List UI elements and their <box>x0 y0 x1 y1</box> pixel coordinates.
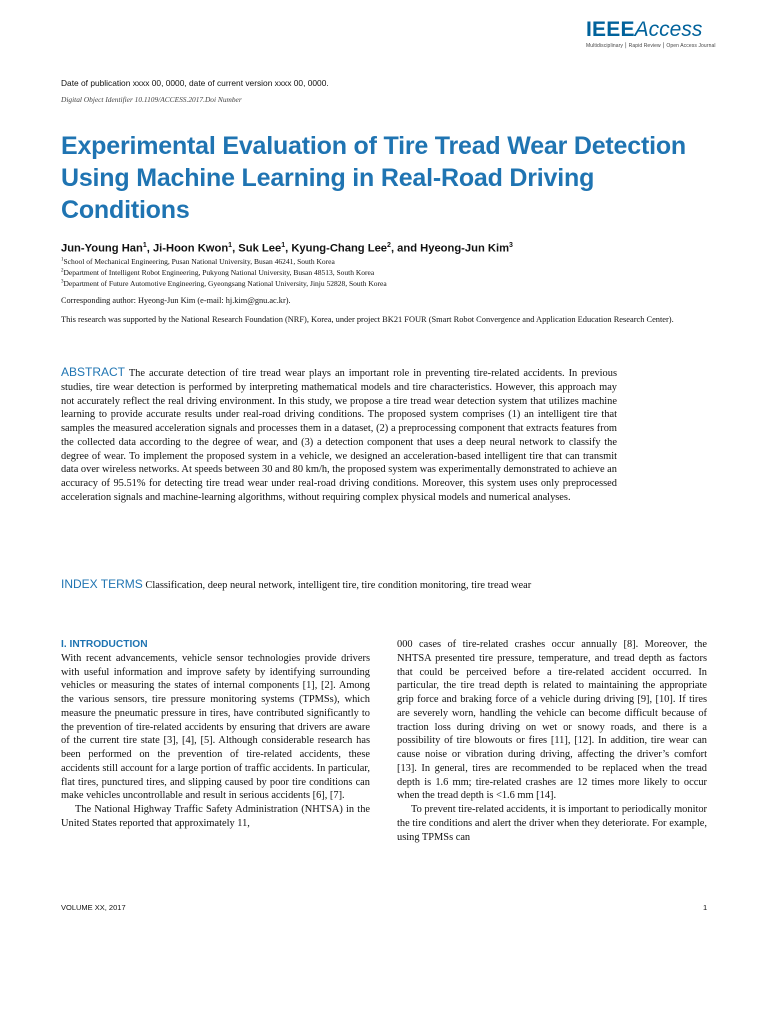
author: Hyeong-Jun Kim <box>420 242 510 255</box>
paragraph: 000 cases of tire-related crashes occur annually [8]. Moreover, the NHTSA presented tire pressure, temperature, and tread depth as factors that could be perceived before a tire-related accident occurred. In particular, the tire tread depth is related to maintaining the appropriate grip force and braking force of a vehicle during driving [9], [10]. If tires are severely worn, handling the vehicle can become difficult because of traction loss during driving on wet or snowy roads, and there is a possibility of tire blowouts or fires [11], [12]. In addition, tire wear can cause noise or vibration during driving, affecting the driver’s comfort [13]. In general, tires are recommended to be replaced when the tread depth is 1.6 mm; tire-related crashes are 12 times more likely to occur when the tread depth is <1.6 mm [14]. <box>397 639 707 802</box>
body-column-right <box>397 638 707 844</box>
author: Kyung-Chang Lee <box>291 242 388 255</box>
index-terms-label: INDEX TERMS <box>61 577 143 591</box>
page-number: 1 <box>703 903 708 912</box>
index-terms <box>61 578 617 593</box>
author-affiliation: 1 <box>228 242 233 249</box>
affiliation-text: Department of Intelligent Robot Engineering, Pukyong National University, Busan 48513, South Korea <box>63 268 375 277</box>
author-affiliation: 3 <box>509 242 513 249</box>
affiliation <box>61 257 335 266</box>
section-heading: I. INTRODUCTION <box>61 639 148 650</box>
paragraph: The National Highway Traffic Safety Administration (NHTSA) in the United States reported that approximately 11, <box>61 804 370 829</box>
abstract <box>61 366 617 505</box>
affiliation-number: 1 <box>61 257 64 263</box>
affiliation-text: Department of Future Automotive Engineering, Gyeongsang National University, Jinju 52828, South Korea <box>63 279 387 288</box>
author-affiliation: 2 <box>387 242 391 249</box>
abstract-label: ABSTRACT <box>61 365 126 379</box>
author-affiliation: 1 <box>142 242 147 249</box>
body-column-left <box>61 638 370 831</box>
index-terms-text: Classification, deep neural network, intelligent tire, tire condition monitoring, tire tread wear <box>145 580 532 591</box>
author-list: Jun-Young Han$^1$, Ji-Hoon Kwon$^1$, Suk Lee$^1$, Kyung-Chang Lee$^2$, and Hyeong-Jun Kim$^3$ <box>61 242 513 255</box>
author: Suk Lee <box>238 242 282 255</box>
doi: Digital Object Identifier 10.1109/ACCESS.2017.Doi Number <box>61 95 242 104</box>
author-affiliation: 1 <box>281 242 286 249</box>
logo-access: Access <box>634 18 703 41</box>
paragraph: To prevent tire-related accidents, it is important to periodically monitor the tire conditions and alert the driver when they deteriorate. For example, using TPMSs can <box>397 804 707 843</box>
journal-logo <box>586 18 716 49</box>
affiliation <box>61 268 374 277</box>
affiliation-number: 2 <box>61 268 64 274</box>
affiliation-number: 3 <box>61 279 64 285</box>
logo-tagline: Multidisciplinary ⎮ Rapid Review ⎮ Open Access Journal <box>586 43 716 49</box>
affiliation-text: School of Mechanical Engineering, Pusan National University, Busan 46241, South Korea <box>63 257 335 266</box>
author: Jun-Young Han <box>61 242 143 255</box>
paragraph: With recent advancements, vehicle sensor technologies provide drivers with useful information and improve safety by identifying surrounding vehicles or measuring the states of internal components [1], [2]. Among the various sensors, tire pressure monitoring systems (TPMSs), which measure the pneumatic pressure in tires, have contributed significantly to the prevention of tire-related accidents by ensuring that drivers are aware of the current tire state [3], [4], [5]. Although considerable research has been performed on the prevention of tire-related accidents, these accidents still account for a large portion of traffic accidents. In particular, flat tires, punctured tires, and slipping caused by poor tire conditions can make vehicles uncontrollable and result in serious accidents [6], [7]. <box>61 652 370 802</box>
paper-title: Experimental Evaluation of Tire Tread Wear Detection Using Machine Learning in Real-Road Driving Conditions <box>61 132 686 224</box>
publication-date: Date of publication xxxx 00, 0000, date of current version xxxx 00, 0000. <box>61 78 329 88</box>
affiliation <box>61 279 387 288</box>
footer-volume: VOLUME XX, 2017 <box>61 903 126 912</box>
author: Ji-Hoon Kwon <box>152 242 229 255</box>
abstract-text: The accurate detection of tire tread wear plays an important role in preventing tire-related accidents. In previous studies, tire wear detection is performed by interpreting mathematical models and tire characteristics. However, this approach may not accurately reflect the real driving environment. In this study, we propose a tire tread wear detection system that utilizes machine learning to provide accurate results under real-road driving conditions. The proposed system comprises (1) an intelligent tire that samples the measured acceleration signals and processes them in a dataset, (2) a preprocessing component that extracts features from the collected data according to the degree of wear, and (3) a detection component that uses a deep neural network to classify the degree of wear. To implement the proposed system in a vehicle, we designed an acceleration-based intelligent tire that can transmit data over wireless networks. At speeds between 30 and 80 km/h, the proposed system was experimentally demonstrated to achieve an accuracy of 95.51% for detecting tire tread wear under real-road driving conditions. Moreover, this system uses only preprocessed acceleration signals and machine-learning algorithms, without requiring complex physical models and numerical analyses. <box>61 368 617 503</box>
logo-ieee: IEEE <box>586 18 635 41</box>
funding-statement: This research was supported by the National Research Foundation (NRF), Korea, under project BK21 FOUR (Smart Robot Convergence and Application Education Research Center). <box>61 315 674 324</box>
corresponding-author: Corresponding author: Hyeong-Jun Kim (e-mail: hj.kim@gnu.ac.kr). <box>61 296 291 305</box>
